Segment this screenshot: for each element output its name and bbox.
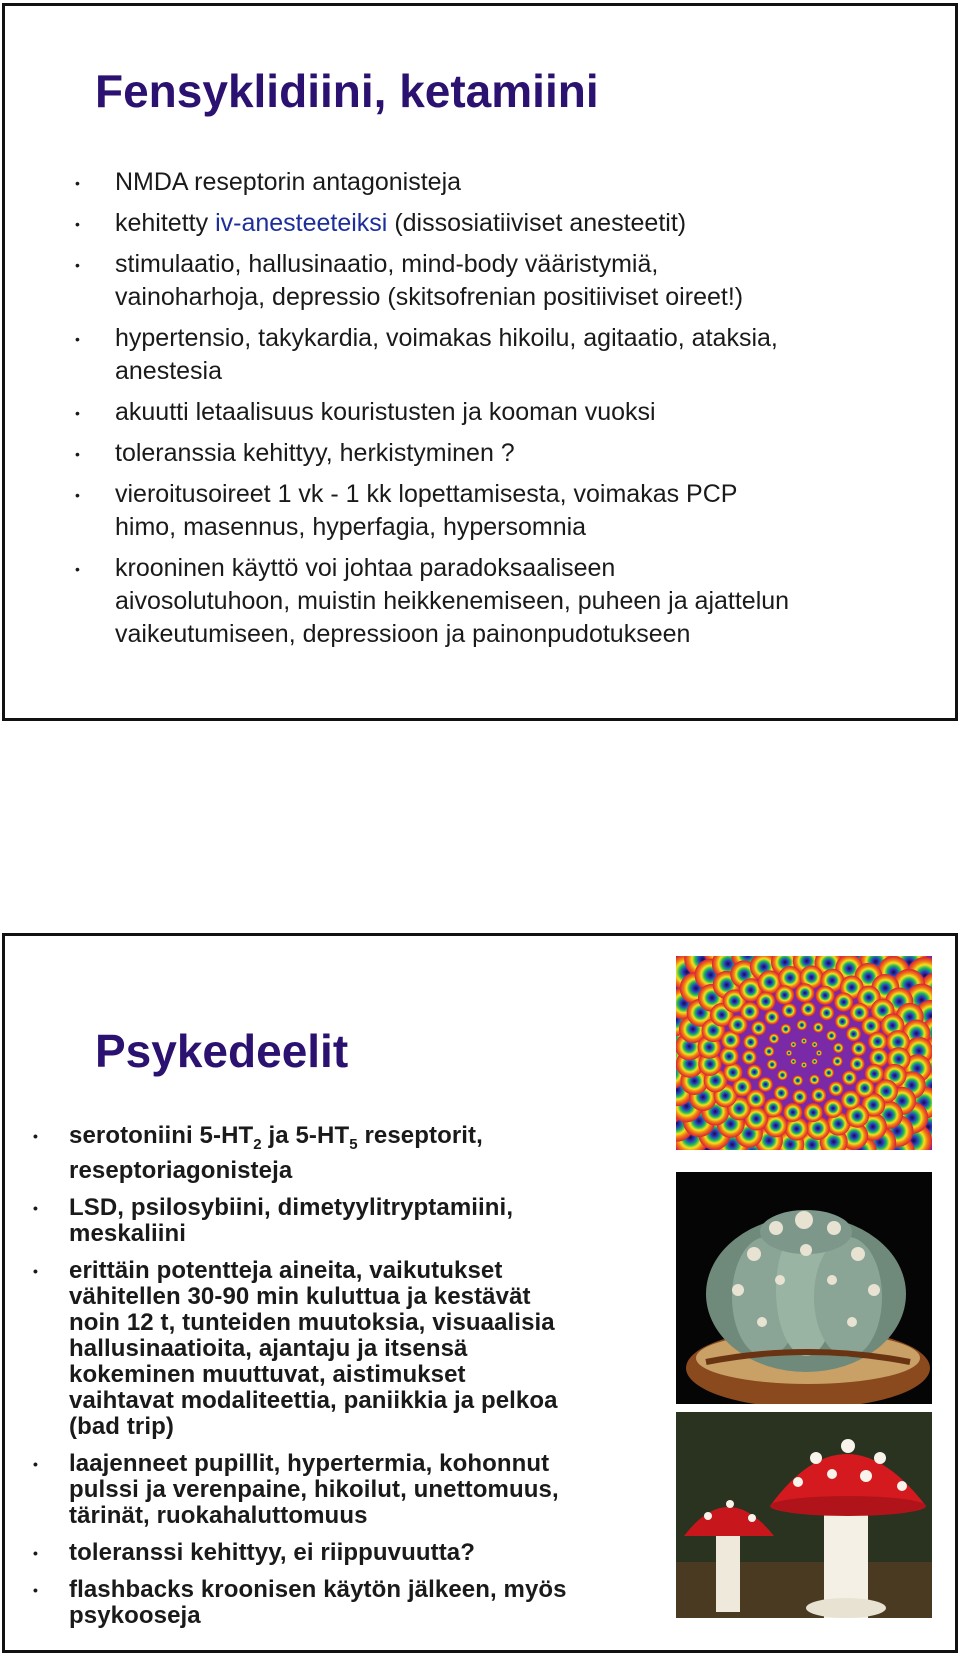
fractal-dot: [824, 1068, 834, 1078]
fractal-dot: [846, 1027, 861, 1042]
list-item: • flashbacks kroonisen käytön jälkeen, myös psykooseja: [33, 1575, 567, 1629]
fractal-dot: [758, 1077, 773, 1092]
fractal-dot: [777, 1070, 787, 1080]
fractal-dot: [832, 1056, 842, 1066]
fractal-dot: [835, 1014, 850, 1029]
fractal-dot: [765, 1010, 780, 1025]
fractal-dot: [723, 1063, 742, 1082]
fractal-dot: [769, 1033, 779, 1043]
fractal-dot: [740, 1002, 759, 1021]
fractal-dot: [851, 1041, 866, 1056]
fractal-dot: [801, 1062, 807, 1068]
list-item: • stimulaatio, hallusinaatio, mind-body vääristymiä, vainoharhoja, depressio (skitsofrenian positiiviset oireet!): [75, 250, 744, 311]
fractal-dot: [811, 1088, 826, 1103]
fractal-dot: [833, 1043, 843, 1053]
list-item: • hypertensio, takykardia, voimakas hikoilu, agitaatio, ataksia, anestesia: [75, 324, 778, 385]
list-item: • vieroitusoireet 1 vk - 1 kk lopettamisesta, voimakas PCP himo, masennus, hyperfagia, hypersomnia: [75, 480, 738, 541]
fractal-dot: [834, 993, 853, 1012]
bullet-icon: •: [75, 331, 80, 347]
psychedelic-fractal-pattern-image: [676, 956, 932, 1150]
fractal-dot: [801, 1002, 816, 1017]
fractal-dot: [786, 1050, 792, 1056]
fractal-dot: [816, 986, 835, 1005]
fractal-dot: [804, 1103, 823, 1122]
fractal-dot: [795, 983, 814, 1002]
list-item: • NMDA reseptorin antagonisteja: [75, 166, 945, 199]
list-item: • serotoniini $5-HT_2$ ja $5-HT_5$ reseptorit, reseptoriagonisteja: [33, 1122, 483, 1184]
bullet-icon: •: [75, 446, 80, 462]
fractal-dot: [829, 1081, 844, 1096]
fractal-dot: [823, 1099, 842, 1118]
fractal-dot: [764, 1098, 783, 1117]
fractal-dot: [775, 985, 794, 1004]
bullet-icon: •: [33, 1262, 39, 1279]
fractal-pattern-svg: [676, 956, 932, 1150]
slide-title: Fensyklidiini, ketamiini: [95, 65, 599, 117]
fractal-dot: [790, 1058, 796, 1064]
peyote-cactus-image: [676, 1172, 932, 1404]
fractal-dot: [767, 1059, 777, 1069]
fly-agaric-mushroom-image: [676, 1412, 932, 1618]
bullet-icon: •: [75, 487, 80, 503]
fractal-dot: [850, 1057, 865, 1072]
fractal-dot: [868, 1032, 887, 1051]
fractal-dot: [819, 1006, 834, 1021]
list-item: • toleranssia kehittyy, herkistyminen ?: [75, 437, 945, 470]
list-item: • LSD, psilosybiini, dimetyylitryptamiini, meskaliini: [33, 1193, 514, 1247]
bullet-icon: •: [33, 1128, 39, 1144]
bullet-icon: •: [75, 257, 80, 273]
fractal-dot: [855, 1079, 874, 1098]
fractal-dot: [720, 1047, 739, 1066]
fractal-dot: [797, 1020, 807, 1030]
fractal-dot: [792, 1089, 807, 1104]
fractal-dot: [801, 1038, 807, 1044]
list-item: • laajenneet pupillit, hypertermia, kohonnut pulssi ja verenpaine, hikoilut, unettomuus, tärinät, ruokahaluttomuus: [33, 1449, 559, 1529]
fractal-dot: [826, 1030, 836, 1040]
fractal-dot: [812, 1042, 818, 1048]
list-item: • toleranssi kehittyy, ei riippuvuutta?: [33, 1538, 476, 1566]
fractal-dot: [816, 1050, 822, 1056]
fractal-dot: [793, 1075, 803, 1085]
mushroom-svg: [676, 1412, 932, 1618]
bullet-icon: •: [33, 1544, 39, 1561]
fractal-dot: [764, 1046, 774, 1056]
bullet-icon: •: [33, 1199, 39, 1216]
fractal-dot: [783, 1103, 802, 1122]
fractal-dot: [756, 992, 775, 1011]
fractal-dot: [743, 1035, 758, 1050]
fractal-dot: [751, 1021, 766, 1036]
bullet-list: [75, 166, 945, 659]
fractal-dot: [812, 1058, 818, 1064]
cactus-svg: [676, 1172, 932, 1404]
fractal-dot: [813, 1022, 823, 1032]
list-item: • kehitetty iv-anesteeteiksi (dissosiatiiviset anesteetit): [75, 207, 945, 240]
list-item: • krooninen käyttö voi johtaa paradoksaaliseen aivosolutuhoon, muistin heikkenemiseen, puheen ja ajattelun vaikeutumiseen, depressioon ja painonpudotukseen: [75, 554, 790, 648]
bullet-icon: •: [75, 561, 80, 577]
highlighted-term: iv-anesteeteiksi: [215, 209, 388, 237]
fractal-dot: [809, 1075, 819, 1085]
fractal-dot: [790, 1042, 796, 1048]
slide-fensyklidiini: [2, 3, 958, 721]
bullet-list: [33, 1123, 663, 1640]
fractal-dot: [782, 1003, 797, 1018]
bullet-icon: •: [75, 216, 80, 232]
fractal-dot: [747, 1065, 762, 1080]
bullet-icon: •: [75, 405, 80, 421]
fractal-dot: [774, 1086, 789, 1101]
slide-title: Psykedeelit: [95, 1025, 349, 1077]
list-item: • akuutti letaalisuus kouristusten ja kooman vuoksi: [75, 396, 945, 429]
bullet-icon: •: [33, 1455, 39, 1472]
fractal-dot: [781, 1024, 791, 1034]
fractal-dot: [742, 1050, 757, 1065]
fractal-dot: [842, 1070, 857, 1085]
bullet-icon: •: [33, 1581, 39, 1598]
bullet-icon: •: [75, 175, 80, 191]
list-item: • erittäin potentteja aineita, vaikutukset vähitellen 30-90 min kuluttua ja kestävät noin 12 t, tunteiden muutoksia, visuaalisia hallusinaatioita, ajantaju ja itsensä kokeminen muuttuvat, aistimukset vaihtavat modaliteettia, paniikkia ja pelkoa (bad trip): [33, 1256, 558, 1440]
